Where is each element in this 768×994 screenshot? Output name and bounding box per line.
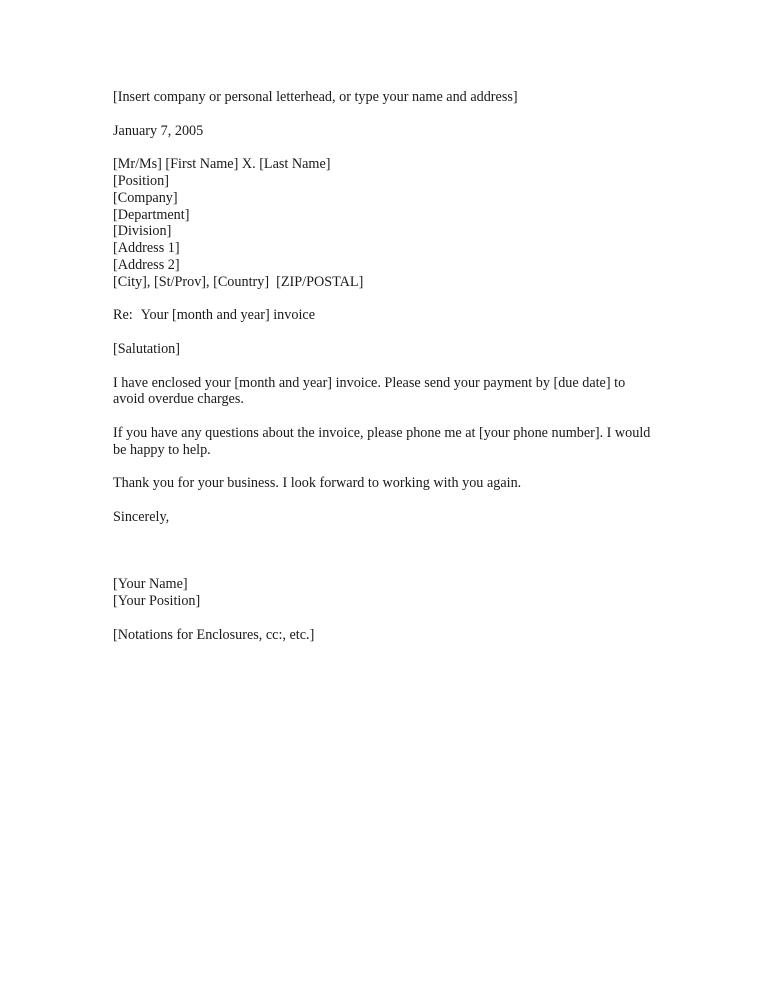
spacer [113,324,673,341]
notations: [Notations for Enclosures, cc:, etc.] [113,626,315,643]
recipient-address-2: [Address 2] [113,256,180,273]
recipient-department: [Department] [113,206,190,223]
spacer [113,459,673,476]
recipient-division: [Division] [113,223,172,240]
recipient-address-block [113,156,673,290]
spacer [113,408,673,425]
letter-body [113,89,673,643]
body-paragraph-1: I have enclosed your [month and year] invoice. Please send your payment by [due date] to avoid overdue charges. [113,374,626,408]
recipient-position: [Position] [113,172,169,189]
letterhead-placeholder: [Insert company or personal letterhead, or type your name and address] [113,89,518,105]
body-paragraph-3: Thank you for your business. I look forward to working with you again. [113,475,522,492]
recipient-city-line: [City], [St/Prov], [Country] [ZIP/POSTAL] [113,273,364,290]
recipient-name: [Mr/Ms] [First Name] X. [Last Name] [113,156,331,173]
letter-date: January 7, 2005 [113,122,204,139]
spacer [113,139,673,156]
signature-space [113,526,673,576]
spacer [113,610,673,627]
spacer [113,106,673,123]
body-paragraph-2: If you have any questions about the invoice, please phone me at [your phone number]. I would be happy to help. [113,424,651,458]
spacer [113,358,673,375]
re-label: Re: [113,307,133,324]
closing: Sincerely, [113,508,170,525]
recipient-company: [Company] [113,189,178,206]
spacer [113,291,673,308]
signature-name: [Your Name] [113,576,188,593]
signature-position: [Your Position] [113,592,201,609]
salutation: [Salutation] [113,340,180,357]
re-subject: Your [month and year] invoice [140,307,315,324]
recipient-address-1: [Address 1] [113,240,180,257]
re-line [113,307,673,324]
spacer [113,492,673,509]
